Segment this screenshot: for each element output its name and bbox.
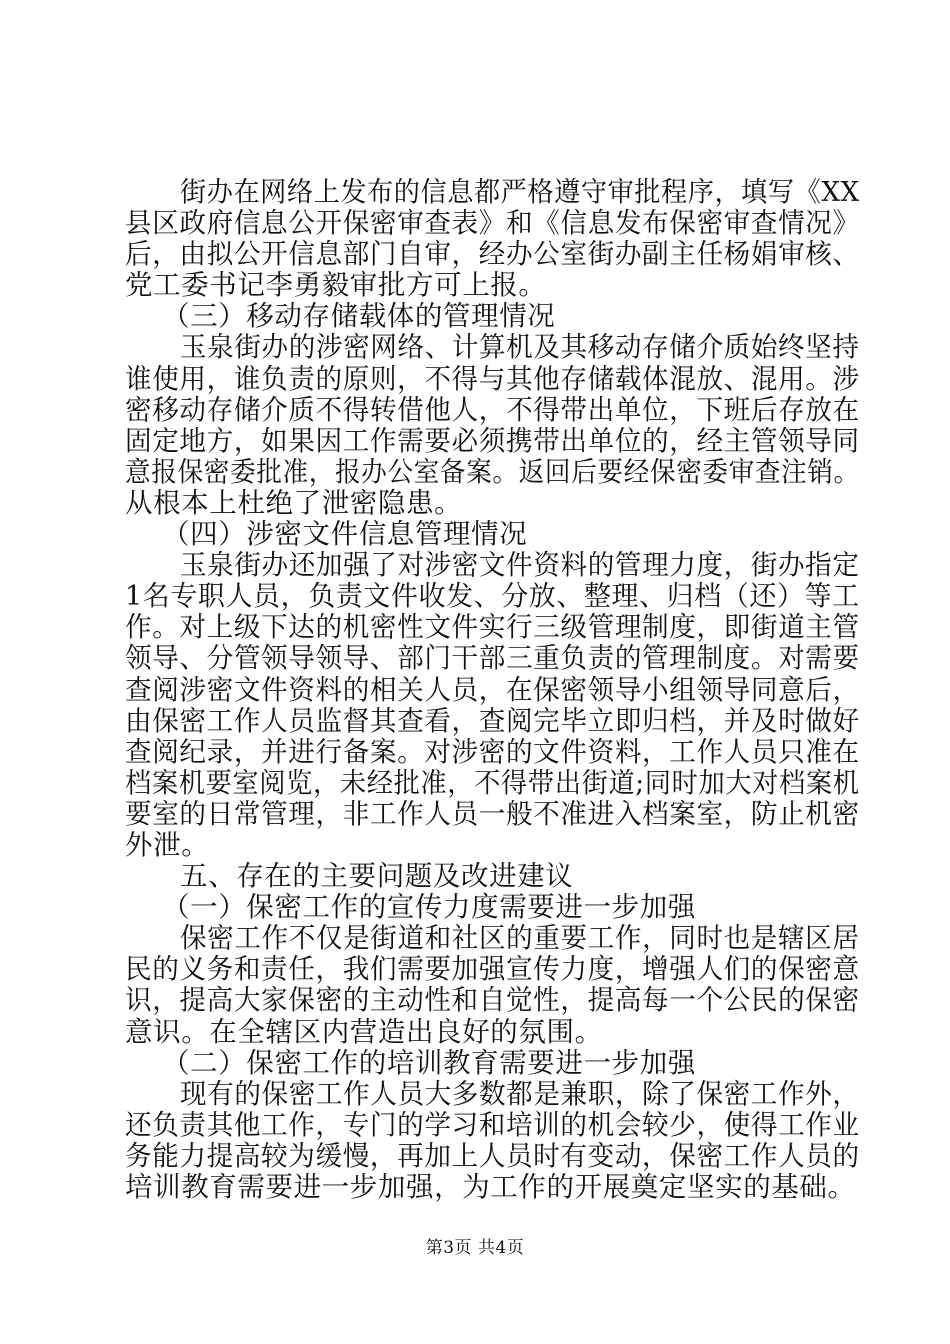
text-line: 识，提高大家保密的主动性和自觉性，提高每一个公民的保密: [125, 984, 860, 1016]
text-line: 保密工作不仅是街道和社区的重要工作，同时也是辖区居: [180, 922, 860, 954]
text-line: 玉泉街办还加强了对涉密文件资料的管理力度，街办指定: [180, 549, 860, 581]
page-number-footer: 第3页 共4页: [425, 1238, 525, 1258]
text-line: 县区政府信息公开保密审查表》和《信息发布保密审查情况》: [125, 207, 860, 239]
section-heading: （四）涉密文件信息管理情况: [162, 518, 528, 550]
text-line: 固定地方，如果因工作需要必须携带出单位的，经主管领导同: [125, 425, 860, 457]
text-line: 查阅纪录，并进行备案。对涉密的文件资料，工作人员只准在: [125, 736, 860, 768]
section-heading: 五、存在的主要问题及改进建议: [180, 860, 574, 892]
text-line: 民的义务和责任，我们需要加强宣传力度，增强人们的保密意: [125, 953, 860, 985]
text-line: 谁使用，谁负责的原则，不得与其他存储载体混放、混用。涉: [125, 363, 860, 395]
text-line: 玉泉街办的涉密网络、计算机及其移动存储介质始终坚持: [180, 331, 860, 363]
text-line: 街办在网络上发布的信息都严格遵守审批程序，填写《XX: [180, 176, 860, 208]
text-line: 从根本上杜绝了泄密隐患。: [125, 487, 463, 519]
text-line: 作。对上级下达的机密性文件实行三级管理制度，即街道主管: [125, 611, 860, 643]
text-line: 要室的日常管理，非工作人员一般不准进入档案室，防止机密: [125, 798, 860, 830]
text-line: 密移动存储介质不得转借他人，不得带出单位，下班后存放在: [125, 394, 860, 426]
text-line: 务能力提高较为缓慢，再加上人员时有变动，保密工作人员的: [125, 1140, 860, 1172]
section-heading: （二）保密工作的培训教育需要进一步加强: [162, 1047, 696, 1079]
text-line: 由保密工作人员监督其查看，查阅完毕立即归档，并及时做好: [125, 705, 860, 737]
text-line: 1名专职人员，负责文件收发、分放、整理、归档（还）等工: [125, 580, 860, 612]
text-line: 意识。在全辖区内营造出良好的氛围。: [125, 1016, 603, 1048]
text-line: 还负责其他工作，专门的学习和培训的机会较少，使得工作业: [125, 1109, 860, 1141]
section-heading: （一）保密工作的宣传力度需要进一步加强: [162, 891, 696, 923]
text-line: 党工委书记李勇毅审批方可上报。: [125, 269, 547, 301]
text-line: 培训教育需要进一步加强，为工作的开展奠定坚实的基础。: [125, 1171, 856, 1203]
text-line: 领导、分管领导领导、部门干部三重负责的管理制度。对需要: [125, 642, 860, 674]
text-line: 后，由拟公开信息部门自审，经办公室街办副主任杨娟审核、: [125, 238, 860, 270]
text-line: 外泄。: [125, 829, 210, 861]
section-heading: （三）移动存储载体的管理情况: [162, 300, 556, 332]
text-line: 意报保密委批准，报办公室备案。返回后要经保密委审查注销。: [125, 456, 860, 488]
text-line: 档案机要室阅览，未经批准，不得带出街道;同时加大对档案机: [125, 767, 860, 799]
text-line: 查阅涉密文件资料的相关人员，在保密领导小组领导同意后，: [125, 674, 860, 706]
text-line: 现有的保密工作人员大多数都是兼职，除了保密工作外，: [180, 1078, 860, 1110]
